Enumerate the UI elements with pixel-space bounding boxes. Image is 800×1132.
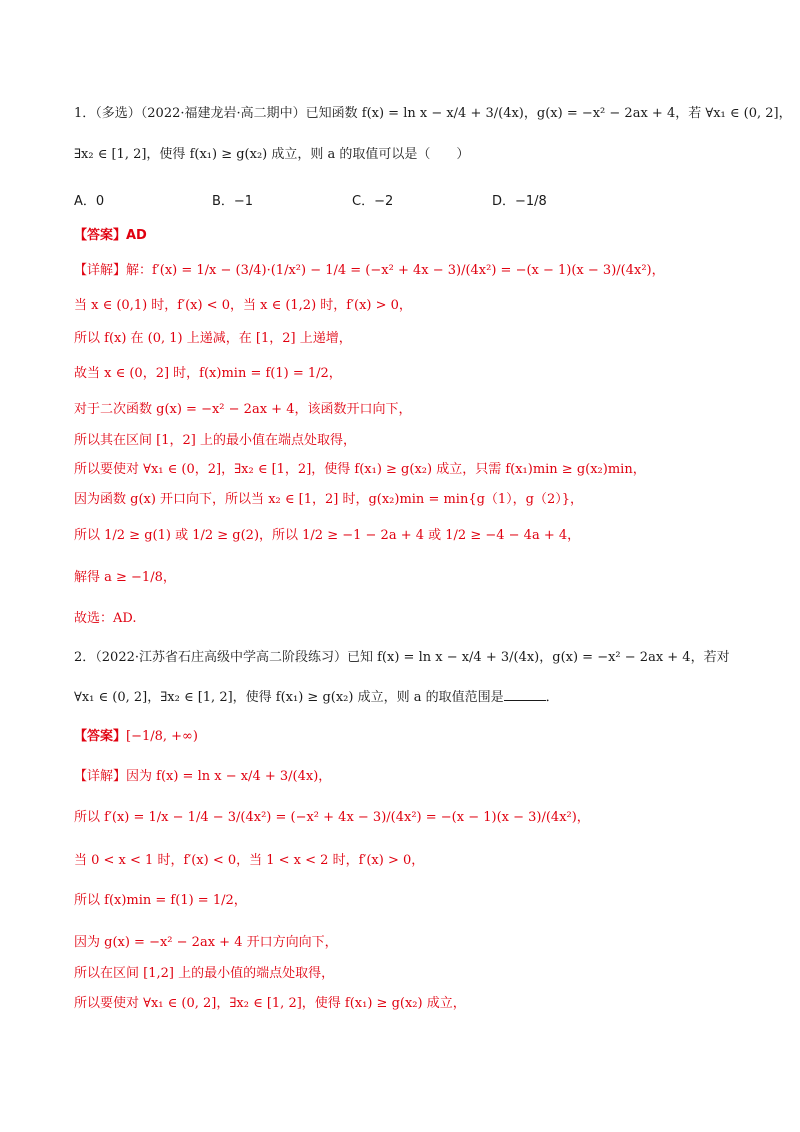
q1-option-c: C．−2 — [352, 194, 394, 209]
q1-detail-line3: 所以 f(x) 在 (0, 1) 上递减，在 [1，2] 上递增， — [74, 331, 352, 346]
q2-detail-line1: 【详解】因为 f(x) = ln x − x/4 + 3/(4x)， — [74, 769, 332, 784]
q1-option-b: B．−1 — [212, 194, 254, 209]
q1-detail-line10: 解得 a ≥ −1/8， — [74, 570, 176, 585]
q2-stem-end: ． — [545, 690, 559, 705]
q1-option-d: D．−1/8 — [492, 194, 547, 209]
q2-stem-line1: 2．（2022·江苏省石庄高级中学高二阶段练习）已知 f(x) = ln x − x/4 + 3/(4x)，g(x) = −x² − 2ax + 4，若对 — [74, 650, 730, 665]
q1-detail-line9: 所以 1/2 ≥ g(1) 或 1/2 ≥ g(2)，所以 1/2 ≥ −1 − 2a + 4 或 1/2 ≥ −4 − 4a + 4， — [74, 528, 581, 543]
q2-stem-line2-text: ∀x₁ ∈ (0, 2]，∃x₂ ∈ [1, 2]，使得 f(x₁) ≥ g(x₂) 成立，则 a 的取值范围是 — [74, 690, 504, 705]
q2-detail-line2: 所以 f′(x) = 1/x − 1/4 − 3/(4x²) = (−x² + 4x − 3)/(4x²) = −(x − 1)(x − 3)/(4x²)， — [74, 810, 590, 825]
q2-detail-line5: 因为 g(x) = −x² − 2ax + 4 开口方向向下， — [74, 935, 338, 950]
q2-detail-line3: 当 0 < x < 1 时，f′(x) < 0，当 1 < x < 2 时，f′(x) > 0， — [74, 853, 425, 868]
q1-detail-line7: 所以要使对 ∀x₁ ∈ (0，2]，∃x₂ ∈ [1，2]，使得 f(x₁) ≥ g(x₂) 成立，只需 f(x₁)min ≥ g(x₂)min， — [74, 462, 646, 477]
q1-detail-line8: 因为函数 g(x) 开口向下，所以当 x₂ ∈ [1，2] 时，g(x₂)min = min{g（1），g（2）}， — [74, 492, 584, 507]
q2-answer-label: 【答案】 — [74, 729, 127, 744]
q1-detail-line5: 对于二次函数 g(x) = −x² − 2ax + 4，该函数开口向下， — [74, 402, 412, 417]
q2-stem-line2 — [74, 688, 760, 708]
q1-detail-line11: 故选：AD. — [74, 611, 137, 626]
q1-detail-line1: 【详解】解：f′(x) = 1/x − (3/4)·(1/x²) − 1/4 = (−x² + 4x − 3)/(4x²) = −(x − 1)(x − 3)/(4x²)， — [74, 263, 665, 278]
q1-stem-line2: ∃x₂ ∈ [1, 2]，使得 f(x₁) ≥ g(x₂) 成立，则 a 的取值可以是（ ） — [74, 147, 470, 162]
q2-answer-value: [−1/8, +∞) — [126, 729, 198, 744]
q1-detail-line4: 故当 x ∈ (0，2] 时，f(x)min = f(1) = 1/2， — [74, 366, 342, 381]
q1-detail-line2: 当 x ∈ (0,1) 时，f′(x) < 0，当 x ∈ (1,2) 时，f′(x) > 0， — [74, 298, 412, 313]
q1-stem-line1: 1．（多选）（2022·福建龙岩·高二期中）已知函数 f(x) = ln x − x/4 + 3/(4x)，g(x) = −x² − 2ax + 4，若 ∀x₁ ∈ (0, 2]， — [74, 106, 792, 121]
q2-answer-blank — [504, 688, 546, 701]
q2-answer — [74, 727, 760, 747]
q1-answer: 【答案】AD — [74, 228, 147, 243]
q2-detail-line6: 所以在区间 [1,2] 上的最小值的端点处取得， — [74, 966, 335, 981]
q1-detail-line6: 所以其在区间 [1，2] 上的最小值在端点处取得， — [74, 433, 356, 448]
q1-option-a: A．0 — [74, 194, 105, 209]
q2-detail-line4: 所以 f(x)min = f(1) = 1/2， — [74, 893, 247, 908]
q2-detail-line7: 所以要使对 ∀x₁ ∈ (0, 2]，∃x₂ ∈ [1, 2]，使得 f(x₁) ≥ g(x₂) 成立， — [74, 996, 466, 1011]
